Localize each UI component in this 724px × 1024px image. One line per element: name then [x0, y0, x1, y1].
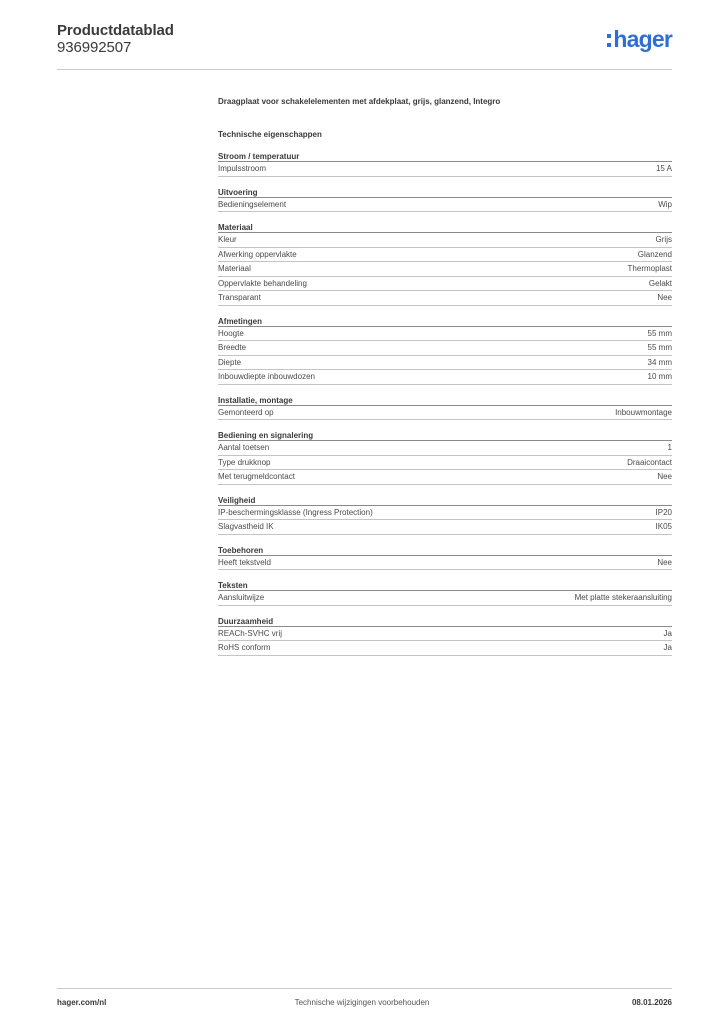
property-label: RoHS conform — [218, 643, 271, 652]
property-value: 55 mm — [647, 328, 672, 338]
property-row — [218, 641, 672, 656]
property-row — [218, 233, 672, 248]
property-label: Breedte — [218, 343, 247, 352]
property-value: Inbouwmontage — [615, 407, 672, 417]
property-row — [218, 627, 672, 642]
section-title: Stroom / temperatuur — [218, 151, 672, 162]
property-row — [218, 456, 672, 471]
property-value: Thermoplast — [627, 264, 672, 273]
property-row — [218, 591, 672, 606]
property-label: Heeft tekstveld — [218, 557, 271, 567]
technical-properties-heading: Technische eigenschappen — [218, 130, 322, 139]
property-value: Ja — [663, 643, 672, 652]
property-label: Met terugmeldcontact — [218, 472, 295, 481]
property-label: Aansluitwijze — [218, 593, 265, 602]
property-row — [218, 248, 672, 263]
footer-divider — [57, 988, 672, 989]
property-row — [218, 441, 672, 456]
property-label: Slagvastheid IK — [218, 522, 274, 531]
property-sections — [218, 151, 672, 656]
property-value: Ja — [663, 628, 672, 638]
property-value: Nee — [657, 557, 672, 567]
property-label: Inbouwdiepte inbouwdozen — [218, 372, 315, 381]
property-row — [218, 356, 672, 371]
property-label: Impulsstroom — [218, 164, 267, 173]
property-section — [218, 395, 672, 421]
property-value: IP20 — [655, 507, 672, 517]
header-divider — [57, 69, 672, 70]
section-title: Materiaal — [218, 222, 672, 233]
property-section — [218, 495, 672, 535]
section-title: Bediening en signalering — [218, 430, 672, 441]
property-label: Materiaal — [218, 264, 251, 273]
property-row — [218, 262, 672, 277]
property-row — [218, 370, 672, 385]
property-label: IP-beschermingsklasse (Ingress Protection) — [218, 507, 373, 517]
property-row — [218, 291, 672, 306]
logo-text: hager — [613, 26, 672, 52]
section-title: Uitvoering — [218, 187, 672, 198]
property-section — [218, 222, 672, 306]
property-label: Kleur — [218, 235, 237, 244]
section-title: Installatie, montage — [218, 395, 672, 406]
property-row — [218, 556, 672, 571]
hager-logo — [607, 27, 672, 51]
property-label: Bedieningselement — [218, 199, 287, 209]
property-label: REACh-SVHC vrij — [218, 628, 283, 638]
property-row — [218, 470, 672, 485]
property-value: Gelakt — [648, 278, 672, 288]
property-row — [218, 198, 672, 213]
section-title: Toebehoren — [218, 545, 672, 556]
property-label: Afwerking oppervlakte — [218, 249, 297, 259]
property-value: Met platte stekeraansluiting — [574, 593, 672, 602]
section-title: Afmetingen — [218, 316, 672, 327]
property-label: Hoogte — [218, 328, 244, 338]
property-value: Glanzend — [637, 249, 672, 259]
property-label: Oppervlakte behandeling — [218, 278, 307, 288]
product-number: 936992507 — [57, 39, 132, 56]
property-label: Aantal toetsen — [218, 443, 270, 452]
property-value: 10 mm — [647, 372, 672, 381]
property-section — [218, 151, 672, 177]
property-row — [218, 327, 672, 342]
footer-disclaimer: Technische wijzigingen voorbehouden — [294, 998, 430, 1007]
property-section — [218, 187, 672, 213]
datasheet-content — [218, 96, 672, 656]
property-section — [218, 616, 672, 656]
property-row — [218, 277, 672, 292]
property-label: Transparant — [218, 293, 261, 302]
property-value: 15 A — [655, 164, 672, 173]
property-row — [218, 506, 672, 521]
property-row — [218, 341, 672, 356]
footer-website: hager.com/nl — [57, 998, 107, 1007]
product-title: Draagplaat voor schakelelementen met afdekplaat, grijs, glanzend, Integro — [218, 97, 501, 106]
property-row — [218, 162, 672, 177]
property-value: 1 — [667, 443, 672, 452]
property-value: Nee — [657, 293, 672, 302]
property-value: Grijs — [655, 235, 672, 244]
property-value: Draaicontact — [627, 457, 672, 467]
property-value: Wip — [658, 199, 672, 209]
property-label: Type drukknop — [218, 457, 271, 467]
property-label: Gemonteerd op — [218, 407, 274, 417]
logo-colon-icon — [607, 34, 611, 47]
property-label: Diepte — [218, 357, 242, 367]
page-header — [57, 20, 672, 70]
property-value: Nee — [657, 472, 672, 481]
property-row — [218, 406, 672, 421]
property-section — [218, 316, 672, 385]
property-section — [218, 545, 672, 571]
section-title: Duurzaamheid — [218, 616, 672, 627]
footer-date: 08.01.2026 — [631, 998, 672, 1007]
property-row — [218, 520, 672, 535]
property-value: 34 mm — [647, 357, 672, 367]
property-section — [218, 580, 672, 606]
page-title: Productdatablad — [57, 22, 174, 39]
section-title: Veiligheid — [218, 495, 672, 506]
property-value: IK05 — [655, 522, 672, 531]
property-section — [218, 430, 672, 485]
section-title: Teksten — [218, 580, 672, 591]
property-value: 55 mm — [647, 343, 672, 352]
